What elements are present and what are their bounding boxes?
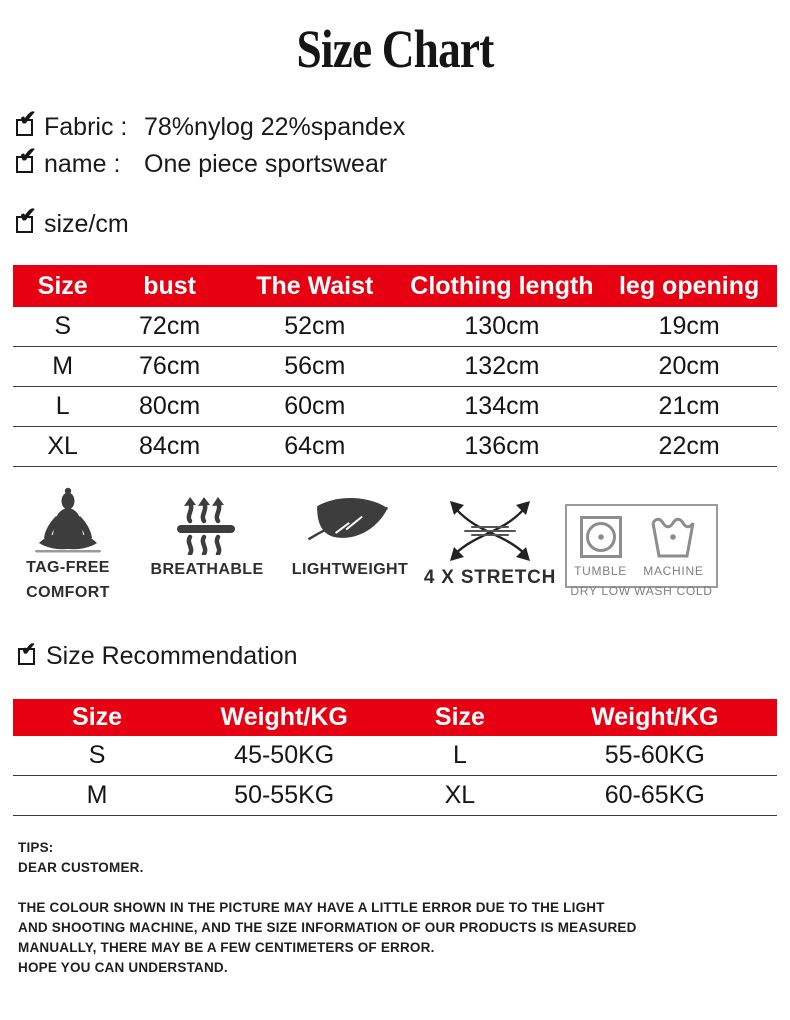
recommendation-cell: XL (387, 776, 532, 816)
size-table-cell: 19cm (601, 307, 777, 347)
size-table-cell: 60cm (227, 387, 403, 427)
tumble-dry-icon (579, 515, 623, 559)
recommendation-header-cell: Size (13, 699, 181, 736)
size-table-header-cell: Size (13, 265, 112, 307)
size-table-cell: M (13, 347, 112, 387)
recommendation-header-cell: Size (387, 699, 532, 736)
feature-label: COMFORT (26, 584, 110, 601)
recommendation-cell: 45-50KG (181, 736, 387, 776)
care-item-machine-wash (634, 515, 713, 599)
size-table-cell: XL (13, 427, 112, 467)
size-unit-label: size/cm (44, 209, 129, 238)
tips-line: MANUALLY, THERE MAY BE A FEW CENTIMETERS OF ERROR. (18, 940, 435, 955)
size-table-cell: 20cm (601, 347, 777, 387)
size-table-cell: 52cm (227, 307, 403, 347)
feature-icons-row (0, 483, 790, 601)
table-row (13, 387, 777, 427)
fabric-label: Fabric : (44, 112, 128, 141)
name-line (16, 143, 790, 179)
size-table-header-row (13, 265, 777, 307)
care-item-tumble-dry (570, 515, 630, 599)
size-table-cell: 134cm (403, 387, 602, 427)
recommendation-header-cell: Weight/KG (533, 699, 778, 736)
checkmark-glyph: ✔ (19, 143, 37, 167)
machine-wash-icon (649, 515, 697, 559)
feature-label: TAG-FREE (26, 559, 110, 576)
recommendation-header-row (13, 699, 777, 736)
care-label: WASH COLD (634, 584, 713, 598)
care-label: TUMBLE (574, 564, 627, 578)
recommendation-cell: 60-65KG (533, 776, 778, 816)
feature-tag-free (8, 487, 128, 603)
checkmark-glyph: ✔ (19, 106, 37, 130)
size-table-cell: L (13, 387, 112, 427)
checkbox-icon (16, 106, 37, 136)
feature-label: BREATHABLE (150, 561, 264, 578)
care-instructions-box (565, 504, 718, 598)
tips-line: THE COLOUR SHOWN IN THE PICTURE MAY HAVE A LITTLE ERROR DUE TO THE LIGHT (18, 900, 605, 915)
fabric-value: 78%nylog 22%spandex (144, 112, 406, 141)
checkbox-icon (16, 143, 37, 173)
size-table-cell: S (13, 307, 112, 347)
size-table-header-cell: Clothing length (403, 265, 602, 307)
feather-icon (307, 493, 393, 555)
care-label: MACHINE (643, 564, 704, 578)
size-table-cell: 136cm (403, 427, 602, 467)
size-table-cell: 64cm (227, 427, 403, 467)
tips-section (18, 838, 790, 978)
size-table-header-cell: leg opening (601, 265, 777, 307)
meditation-icon (29, 487, 107, 553)
tips-line: AND SHOOTING MACHINE, AND THE SIZE INFORMATION OF OUR PRODUCTS IS MEASURED (18, 920, 637, 935)
recommendation-header-cell: Weight/KG (181, 699, 387, 736)
size-table-cell: 21cm (601, 387, 777, 427)
size-unit-line (16, 203, 790, 239)
feature-label: LIGHTWEIGHT (291, 561, 409, 578)
name-value: One piece sportswear (144, 149, 388, 178)
checkmark-glyph: ✔ (19, 203, 37, 227)
checkbox-icon (18, 638, 37, 665)
size-table (13, 265, 777, 467)
stretch-arrows-icon (442, 499, 538, 563)
size-table-cell: 72cm (112, 307, 227, 347)
size-table-cell: 80cm (112, 387, 227, 427)
size-table-cell: 56cm (227, 347, 403, 387)
table-row (13, 776, 777, 816)
table-row (13, 736, 777, 776)
page-title: Size Chart (296, 19, 494, 79)
care-label: DRY LOW (570, 584, 631, 598)
size-recommendation-heading (18, 638, 790, 671)
recommendation-cell: 50-55KG (181, 776, 387, 816)
size-table-cell: 84cm (112, 427, 227, 467)
size-table-header-cell: bust (112, 265, 227, 307)
size-table-cell: 22cm (601, 427, 777, 467)
checkmark-glyph: ✔ (21, 638, 37, 659)
tips-line: HOPE YOU CAN UNDERSTAND. (18, 960, 228, 975)
name-label: name : (44, 149, 121, 178)
feature-breathable (147, 497, 267, 580)
size-table-cell: 130cm (403, 307, 602, 347)
recommendation-cell: M (13, 776, 181, 816)
product-info (16, 106, 790, 239)
table-row (13, 427, 777, 467)
tips-line: DEAR CUSTOMER. (18, 860, 144, 875)
recommendation-title: Size Recommendation (46, 641, 298, 670)
feature-stretch (420, 499, 560, 588)
size-table-cell: 76cm (112, 347, 227, 387)
recommendation-cell: 55-60KG (533, 736, 778, 776)
tips-line: TIPS: (18, 840, 54, 855)
fabric-line (16, 106, 790, 142)
recommendation-cell: L (387, 736, 532, 776)
recommendation-cell: S (13, 736, 181, 776)
breathable-icon (170, 497, 244, 555)
size-table-header-cell: The Waist (227, 265, 403, 307)
size-table-cell: 132cm (403, 347, 602, 387)
table-row (13, 307, 777, 347)
table-row (13, 347, 777, 387)
checkbox-icon (16, 203, 37, 233)
feature-lightweight (290, 493, 410, 580)
recommendation-table (13, 699, 777, 816)
feature-label: 4 X STRETCH (423, 567, 557, 588)
